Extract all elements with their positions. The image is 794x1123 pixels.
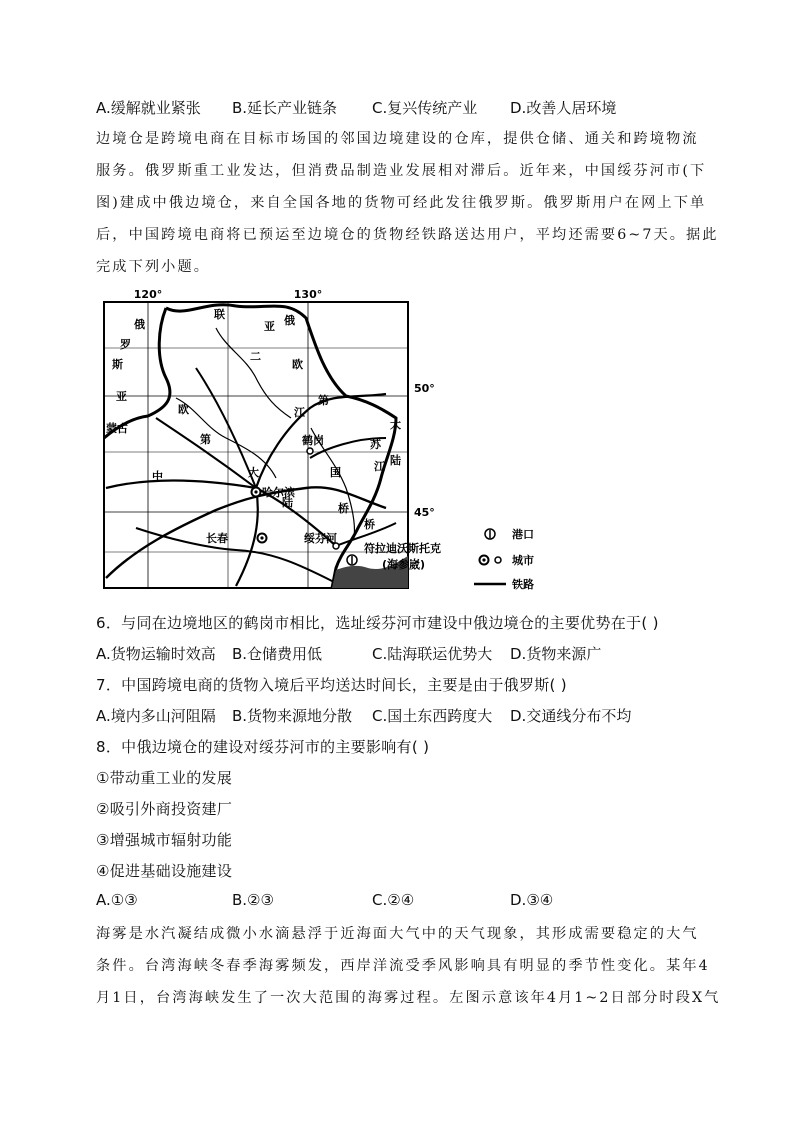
intro-line-1: 边境仓是跨境电商在目标市场国的邻国边境建设的仓库，提供仓储、通关和跨境物流 bbox=[96, 131, 699, 147]
city-marker-hegang bbox=[307, 448, 313, 454]
q6-stem: 6．与同在边境地区的鹤岗市相比，选址绥芬河市建设中俄边境仓的主要优势在于( ) bbox=[96, 614, 659, 632]
intro-line-5: 完成下列小题。 bbox=[96, 259, 211, 275]
label-da-east: 大 bbox=[390, 418, 401, 431]
q6-option-a: A.货物运输时效高 bbox=[96, 645, 216, 663]
q6-option-c: C.陆海联运优势大 bbox=[372, 645, 493, 663]
outro-line-3: 月1日，台湾海峡发生了一次大范围的海雾过程。左图示意该年4月1~2日部分时段X气 bbox=[96, 990, 721, 1006]
map-legend bbox=[474, 527, 534, 591]
label-di-west: 第 bbox=[200, 433, 211, 446]
outro-line-2: 条件。台湾海峡冬春季海雾频发，西岸洋流受季风影响具有明显的季节性变化。某年4 bbox=[96, 958, 710, 974]
label-lu-east: 陆 bbox=[390, 454, 401, 467]
label-jiang-north: 江 bbox=[294, 406, 305, 419]
prev-option-a: A.缓解就业紧张 bbox=[96, 99, 201, 117]
lat-label-50: 50° bbox=[414, 382, 435, 395]
label-di-north: 第 bbox=[318, 394, 329, 407]
label-mongolia: 蒙古 bbox=[106, 422, 128, 435]
prev-option-d: D.改善人居环境 bbox=[510, 99, 617, 117]
q8-stem: 8．中俄边境仓的建设对绥芬河市的主要影响有( ) bbox=[96, 738, 430, 756]
label-lu-center: 陆 bbox=[282, 496, 293, 509]
outro-line-1: 海雾是水汽凝结成微小水滴悬浮于近海面大气中的天气现象，其形成需要稳定的大气 bbox=[96, 926, 699, 942]
label-ou-west: 欧 bbox=[178, 403, 189, 416]
city-label-vladivostok: 符拉迪沃斯托克 bbox=[364, 542, 441, 555]
city-dot-harbin bbox=[254, 490, 257, 493]
label-si-west: 斯 bbox=[112, 358, 123, 371]
q7-option-d: D.交通线分布不均 bbox=[510, 707, 632, 725]
q8-option-c: C.②④ bbox=[372, 891, 415, 909]
label-lian: 联 bbox=[214, 308, 225, 321]
map-figure bbox=[96, 288, 556, 598]
q6-option-b: B.仓储费用低 bbox=[232, 645, 323, 663]
label-qiao-1: 桥 bbox=[338, 502, 349, 515]
label-su: 苏 bbox=[370, 438, 381, 451]
intro-line-3: 图)建成中俄边境仓，来自全国各地的货物可经此发往俄罗斯。俄罗斯用户在网上下单 bbox=[96, 195, 707, 211]
legend-railway-label: 铁路 bbox=[512, 578, 534, 591]
prev-option-b: B.延长产业链条 bbox=[232, 99, 338, 117]
q7-stem: 7．中国跨境电商的货物入境后平均送达时间长，主要是由于俄罗斯( ) bbox=[96, 676, 567, 694]
label-da-center: 大 bbox=[248, 466, 259, 479]
legend-city-icon-large-dot bbox=[482, 558, 485, 561]
q8-option-d: D.③④ bbox=[510, 891, 554, 909]
q8-option-b: B.②③ bbox=[232, 891, 274, 909]
label-e-north: 俄 bbox=[284, 314, 295, 327]
lat-label-45: 45° bbox=[414, 506, 435, 519]
q8-item-2: ②吸引外商投资建厂 bbox=[96, 800, 233, 818]
label-qiao-2: 桥 bbox=[364, 518, 375, 531]
city-label-vladivostok-cn: (海参崴) bbox=[382, 558, 426, 571]
q8-item-4: ④促进基础设施建设 bbox=[96, 862, 233, 880]
legend-city-icon-small bbox=[495, 557, 501, 563]
q6-option-d: D.货物来源广 bbox=[510, 645, 602, 663]
label-ya-west: 亚 bbox=[116, 390, 127, 403]
q7-option-c: C.国土东西跨度大 bbox=[372, 707, 493, 725]
city-label-hegang: 鹤岗 bbox=[302, 434, 324, 447]
intro-line-4: 后，中国跨境电商将已预运至边境仓的货物经铁路送达用户，平均还需要6~7天。据此 bbox=[96, 227, 719, 243]
city-label-changchun: 长春 bbox=[206, 532, 228, 545]
label-jiang-east: 江 bbox=[374, 460, 385, 473]
lon-label-120: 120° bbox=[133, 288, 163, 301]
prev-option-c: C.复兴传统产业 bbox=[372, 99, 478, 117]
label-guo: 国 bbox=[330, 466, 341, 479]
legend-city-label: 城市 bbox=[512, 554, 534, 567]
q8-item-3: ③增强城市辐射功能 bbox=[96, 831, 233, 849]
label-er: 二 bbox=[250, 350, 261, 363]
city-label-harbin: 哈尔滨 bbox=[262, 486, 295, 499]
intro-line-2: 服务。俄罗斯重工业发达，但消费品制造业发展相对滞后。近年来，中国绥芬河市(下 bbox=[96, 163, 707, 179]
city-dot-changchun bbox=[260, 536, 263, 539]
label-zhong: 中 bbox=[152, 470, 163, 483]
label-ou-north: 欧 bbox=[292, 358, 303, 371]
label-luo-west: 罗 bbox=[120, 338, 131, 351]
legend-port-label: 港口 bbox=[512, 528, 534, 541]
map-svg bbox=[96, 288, 556, 598]
city-label-suifenhe: 绥芬河 bbox=[304, 532, 337, 545]
lon-label-130: 130° bbox=[293, 288, 323, 301]
q8-item-1: ①带动重工业的发展 bbox=[96, 769, 233, 787]
q7-option-b: B.货物来源地分散 bbox=[232, 707, 353, 725]
q8-option-a: A.①③ bbox=[96, 891, 138, 909]
label-e-west: 俄 bbox=[134, 318, 145, 331]
label-ya-north: 亚 bbox=[264, 320, 275, 333]
q7-option-a: A.境内多山河阻隔 bbox=[96, 707, 216, 725]
